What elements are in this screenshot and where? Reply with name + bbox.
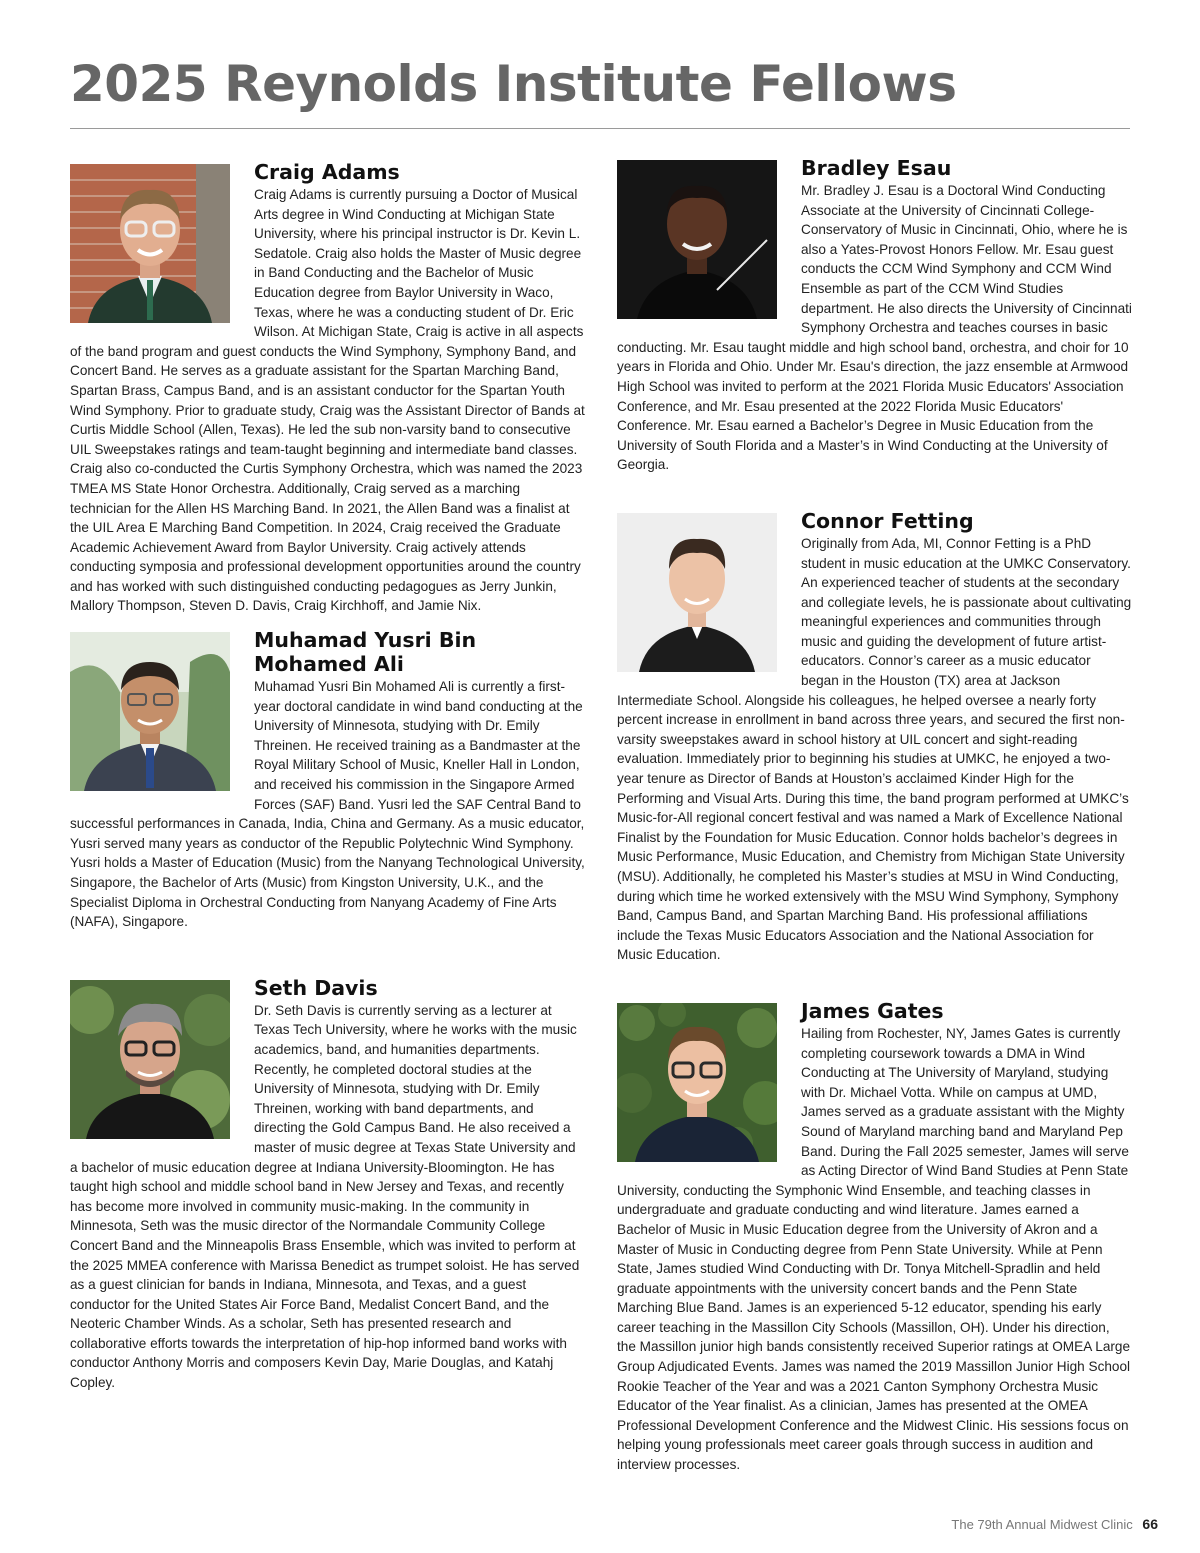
fellow-bio-text: Mr. Bradley J. Esau is a Doctoral Wind Conducting Associate at the University of Cincinnati College-Conservatory of Music in Cincinnati, Ohio, where he is also a Yates-Provost Honors Fellow. Mr. Esau guest conducts the CCM Wind Symphony and CCM Wind Ensemble as part of the CCM Wind Studies department. He also directs the University of Cincinnati Symphony Orchestra and teaches courses in basic conducting. Mr. Esau taught middle and high school band, orchestra, and choir for 10 years in Florida and Ohio. Under Mr. Esau's direction, the jazz ensemble at Armwood High School was invited to perform at the 2021 Florida Music Educators' Association Conference, and Mr. Esau presented at the 2022 Florida Music Educators' Conference. Mr. Esau earned a Bachelor’s Degree in Music Education from the University of South Florida and a Master’s in Wind Conducting at the University of Georgia. bbox=[617, 183, 1132, 473]
portrait-photo-icon bbox=[70, 980, 230, 1139]
portrait-photo-icon bbox=[617, 1003, 777, 1162]
fellow-bio-text: Dr. Seth Davis is currently serving as a lecturer at Texas Tech University, where he works with the music academics, band, and humanities departments. Recently, he completed doctoral studies at the University of Minnesota, studying with Dr. Emily Threinen, working with band departments, and directing the Gold Campus Band. He also received a master of music degree at Texas State University and a bachelor of music education degree at Indiana University-Bloomington. He has taught high school and middle school band in New Jersey and Texas, and recently has become more involved in community music-making. In the community in Minnesota, Seth was the music director of the Normandale Community College Concert Band and the Minneapolis Brass Ensemble, which was invited to perform at the 2025 MMEA conference with Marissa Benedict as trumpet soloist. He has served as a guest clinician for bands in Indiana, Minnesota, and Texas, and a guest conductor for the United States Air Force Band, Medalist Concert Band, and the Neoteric Chamber Winds. As a scholar, Seth has presented research and collaborative efforts towards the interpretation of hip-hop informed band works with conductor Anthony Morris and composers Kevin Day, Marie Douglas, and Katahj Copley. bbox=[70, 1002, 580, 1391]
portrait-photo-icon bbox=[70, 164, 230, 323]
fellow-name: Craig Adams bbox=[254, 160, 400, 184]
fellow-bio-text: Muhamad Yusri Bin Mohamed Ali is currently a first-year doctoral candidate in wind band conducting at the University of Minnesota, studying with Dr. Emily Threinen. He received training as a Bandmaster at the Royal Military School of Music, Kneller Hall in London, and received his commission in the Singapore Armed Forces (SAF) Band. Yusri led the SAF Central Band to successful performances in Canada, India, China and Germany. As a music educator, Yusri served many years as conductor of the Republic Polytechnic Wind Symphony. Yusri holds a Master of Education (Music) from the Nanyang Technological University, Singapore, the Bachelor of Arts (Music) from Kingston University, U.K., and the Specialist Diploma in Orchestral Conducting from Nanyang Academy of Fine Arts (NAFA), Singapore. bbox=[70, 679, 585, 930]
fellow-bio-text: Originally from Ada, MI, Connor Fetting is a PhD student in music education at the UMKC Conservatory. An experienced teacher of students at the secondary and collegiate levels, he is passionate about cultivating meaningful experiences and communities through music and guiding the development of future artist-educators. Connor’s career as a music educator began in the Houston (TX) area at Jackson Intermediate School. Alongside his colleagues, he helped oversee a nearly forty percent increase in enrollment in band across three years, and secured the first non-varsity sweepstakes award in school history at UIL concert and sight-reading evaluation. Immediately prior to beginning his studies at UMKC, he enjoyed a two-year tenure as Director of Bands at Houston’s acclaimed Kinder High for the Performing and Visual Arts. During this time, the band program performed at UMKC’s Music-for-All regional concert festival and was named a Mark of Excellence National Finalist by the Foundation for Music Education. Connor holds bachelor’s degrees in Music Performance, Music Education, and Chemistry from Michigan State University (MSU). Additionally, he completed his Master’s studies at MSU in Wind Conducting, during which time he worked extensively with the MSU Wind Symphony, Symphony Band, Campus Band, and Spartan Marching Band. His professional affiliations include the Texas Music Educators Association and the National Association for Music Education. bbox=[617, 535, 1132, 963]
fellow-name: Muhamad Yusri Bin Mohamed Ali bbox=[254, 628, 477, 677]
page-footer bbox=[951, 1516, 1158, 1532]
publication-name: The 79th Annual Midwest Clinic bbox=[951, 1517, 1133, 1532]
fellow-bio-muhamad-yusri bbox=[70, 628, 585, 932]
portrait-photo-icon bbox=[70, 632, 230, 791]
page-title: 2025 Reynolds Institute Fellows bbox=[70, 55, 957, 113]
right-column bbox=[617, 156, 1132, 1475]
portrait-photo-icon bbox=[617, 160, 777, 319]
fellow-bio-james-gates bbox=[617, 999, 1132, 1475]
title-divider bbox=[70, 128, 1130, 129]
fellow-bio-bradley-esau bbox=[617, 156, 1132, 475]
fellow-name: Connor Fetting bbox=[801, 508, 974, 533]
fellow-bio-seth-davis bbox=[70, 976, 585, 1393]
portrait-photo-icon bbox=[617, 513, 777, 672]
fellow-bio-text: Craig Adams is currently pursuing a Doctor of Musical Arts degree in Wind Conducting at Michigan State University, where his principal instructor is Dr. Kevin L. Sedatole. Craig also holds the Master of Music degree in Band Conducting and the Bachelor of Music Education degree from Baylor University in Waco, Texas, where he was a conducting student of Dr. Eric Wilson. At Michigan State, Craig is active in all aspects of the band program and guest conducts the Wind Symphony, Symphony Band, and Concert Band. He serves as a graduate assistant for the Spartan Marching Band, Spartan Brass, Campus Band, and is an assistant conductor for the Spartan Youth Wind Symphony. Prior to graduate study, Craig was the Assistant Director of Bands at Curtis Middle School (Allen, Texas). He led the sub non-varsity band to consecutive UIL Sweepstakes ratings and team-taught beginning and intermediate band classes. Craig also co-conducted the Curtis Symphony Orchestra, which was named the 2023 TMEA MS State Honor Orchestra. Additionally, Craig served as a marching technician for the Allen HS Marching Band. In 2021, the Allen Band was a finalist at the UIL Area E Marching Band Competition. In 2024, Craig received the Graduate Academic Achievement Award from Baylor University. Craig actively attends conducting symposia and professional development opportunities around the country and has worked with such distinguished conducting pedagogues as Jerry Junkin, Mallory Thompson, Steven D. Davis, Craig Kirchhoff, and Jamie Nix. bbox=[70, 187, 585, 614]
fellow-name: James Gates bbox=[801, 998, 944, 1023]
fellow-bio-connor-fetting bbox=[617, 509, 1132, 965]
fellow-name: Bradley Esau bbox=[801, 156, 952, 180]
fellow-bio-text: Hailing from Rochester, NY, James Gates is currently completing coursework towards a DMA in Wind Conducting at The University of Maryland, studying with Dr. Michael Votta. While on campus at UMD, James served as a graduate assistant with the Mighty Sound of Maryland marching band and Maryland Pep Band. During the Fall 2025 semester, James will serve as Acting Director of Wind Band Studies at Penn State University, conducting the Symphonic Wind Ensemble, and teaching classes in undergraduate and graduate conducting and wind literature. James earned a Bachelor of Music in Music Education degree from the University of Akron and a Master of Music in Conducting degree from Penn State University. While at Penn State, James studied Wind Conducting with Dr. Tonya Mitchell-Spradlin and held graduate appointments with the university concert bands and the Penn State Marching Blue Band. James is an experienced 5-12 educator, spending his early career teaching in the Massillon City Schools (Massillon, OH). Under his direction, the Massillon junior high bands consistently received Superior ratings at OMEA Large Group Adjudicated Events. James was named the 2019 Massillon Junior High School Rookie Teacher of the Year and was a 2021 Canton Symphony Orchestra Music Educator of the Year finalist. As a clinician, James has presented at the OMEA Professional Development Conference and the Midwest Clinic. His sessions focus on helping young professionals meet career goals through success in audition and interview processes. bbox=[617, 1025, 1131, 1473]
left-column bbox=[70, 160, 585, 1393]
fellow-name: Seth Davis bbox=[254, 975, 378, 1000]
fellow-bio-craig-adams bbox=[70, 160, 585, 616]
page-number: 66 bbox=[1142, 1516, 1158, 1532]
